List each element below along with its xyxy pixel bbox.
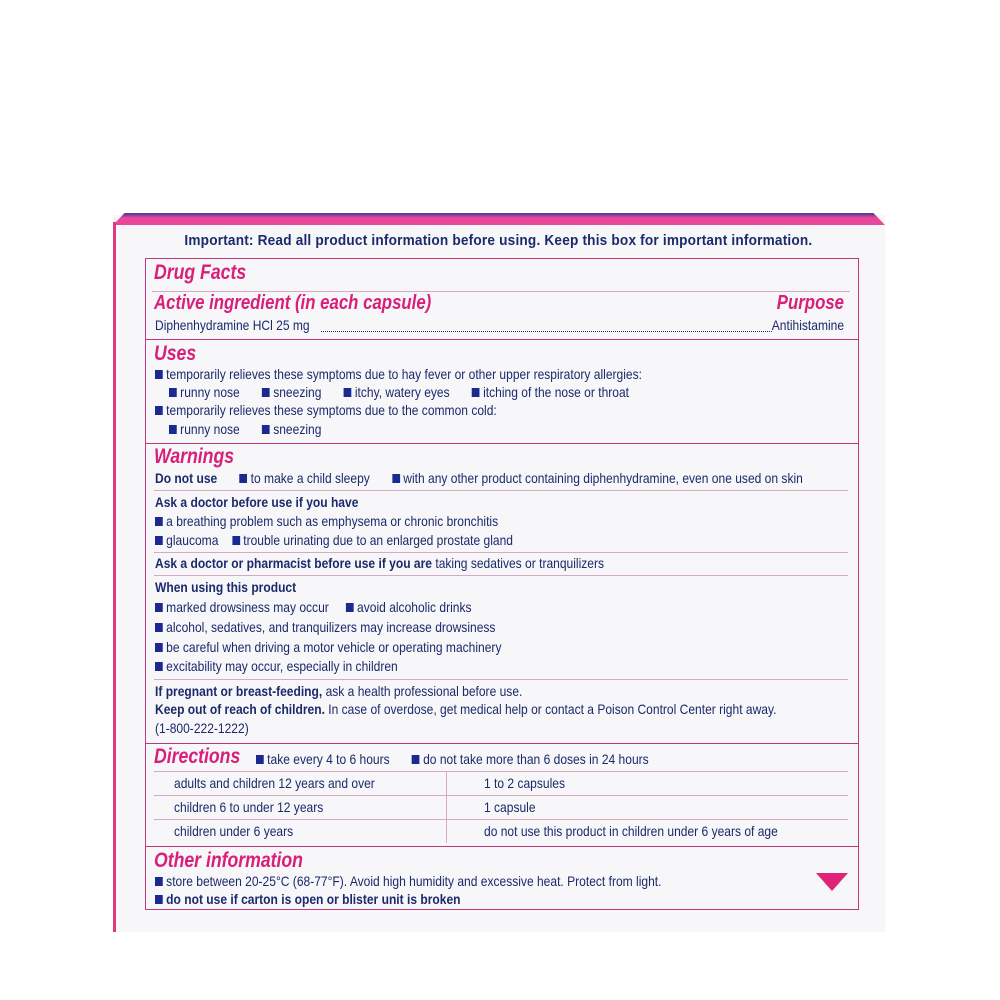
dir-age: children 6 to under 12 years [174,799,324,815]
bullet-icon [155,643,163,652]
drug-facts-panel [145,258,859,910]
other-info-title: Other information [154,849,303,872]
cold-symptoms: runny nose sneezing [169,421,321,437]
other-info-item: do not use if carton is open or blister unit is broken [155,891,461,907]
uses-line1: temporarily relieves these symptoms due to hay fever or other upper respiratory allergies: [155,366,642,382]
bullet-icon [169,425,177,434]
divider [154,490,848,491]
bullet-icon [155,603,163,612]
directions-title: Directions [154,745,241,768]
when-using-item: be careful when driving a motor vehicle or operating machinery [155,639,501,655]
carton-left-edge [113,222,116,932]
active-ingredient-heading: Active ingredient (in each capsule) [154,292,432,314]
pregnant-warning: If pregnant or breast-feeding, ask a health professional before use. [155,683,523,699]
ask-doctor-item: glaucoma trouble urinating due to an enlarged prostate gland [155,532,513,548]
dir-dose: 1 capsule [484,799,536,815]
when-using-item: excitability may occur, especially in children [155,658,398,674]
do-not-use: Do not use to make a child sleepy with any other product containing diphenhydramine, even one used on skin [155,470,803,486]
bullet-icon [344,388,352,397]
warnings-section [146,443,858,444]
bullet-icon [155,517,163,526]
uses-section [146,339,858,340]
divider [154,679,848,680]
bullet-icon [472,388,480,397]
bullet-icon [239,474,247,483]
dir-age: children under 6 years [174,823,294,839]
divider [154,819,848,820]
leader-dots [321,331,772,332]
uses-line2: temporarily relieves these symptoms due to the common cold: [155,402,497,418]
carton-top-strip [113,213,885,225]
bullet-icon [155,877,163,886]
when-using-item: alcohol, sedatives, and tranquilizers may increase drowsiness [155,619,495,635]
when-using-label: When using this product [155,579,297,595]
dir-dose: 1 to 2 capsules [484,775,565,791]
bullet-icon [169,388,177,397]
bullet-icon [232,536,240,545]
bullet-icon [262,388,270,397]
triangle-down-icon [816,873,848,891]
purpose-heading: Purpose [776,292,844,314]
directions-section [146,743,858,744]
important-notice: Important: Read all product information before using. Keep this box for important information. [184,233,813,249]
table-divider [446,771,447,843]
bullet-icon [262,425,270,434]
purpose: Antihistamine [771,317,844,333]
bullet-icon [256,755,264,764]
bullet-icon [155,623,163,632]
uses-title: Uses [154,342,197,365]
divider [154,575,848,576]
other-info-section [146,846,858,847]
allergy-symptoms: runny nose sneezing itchy, watery eyes itching of the nose or throat [169,384,629,400]
drug-facts-title: Drug Facts [154,261,247,284]
bullet-icon [155,536,163,545]
bullet-icon [392,474,400,483]
warnings-title: Warnings [154,445,235,468]
ingredient: Diphenhydramine HCl 25 mg [155,317,310,333]
bullet-icon [155,662,163,671]
directions-notes: take every 4 to 6 hours do not take more than 6 doses in 24 hours [256,751,649,767]
when-using-item: marked drowsiness may occur avoid alcoholic drinks [155,599,472,615]
bullet-icon [155,406,163,415]
dir-age: adults and children 12 years and over [174,775,375,791]
divider [154,771,848,772]
keep-out-warning: Keep out of reach of children. In case of overdose, get medical help or contact a Poison Control Center right away. [155,701,777,717]
bullet-icon [346,603,354,612]
divider [154,552,848,553]
bullet-icon [412,755,420,764]
ask-pharmacist: Ask a doctor or pharmacist before use if you are taking sedatives or tranquilizers [155,555,605,571]
bullet-icon [155,370,163,379]
other-info-item: store between 20-25°C (68-77°F). Avoid high humidity and excessive heat. Protect from light. [155,873,661,889]
divider [154,795,848,796]
dir-dose: do not use this product in children under 6 years of age [484,823,778,839]
ask-doctor-label: Ask a doctor before use if you have [155,494,359,510]
ask-doctor-item: a breathing problem such as emphysema or chronic bronchitis [155,513,498,529]
bullet-icon [155,895,163,904]
poison-control-phone: (1-800-222-1222) [155,720,249,736]
